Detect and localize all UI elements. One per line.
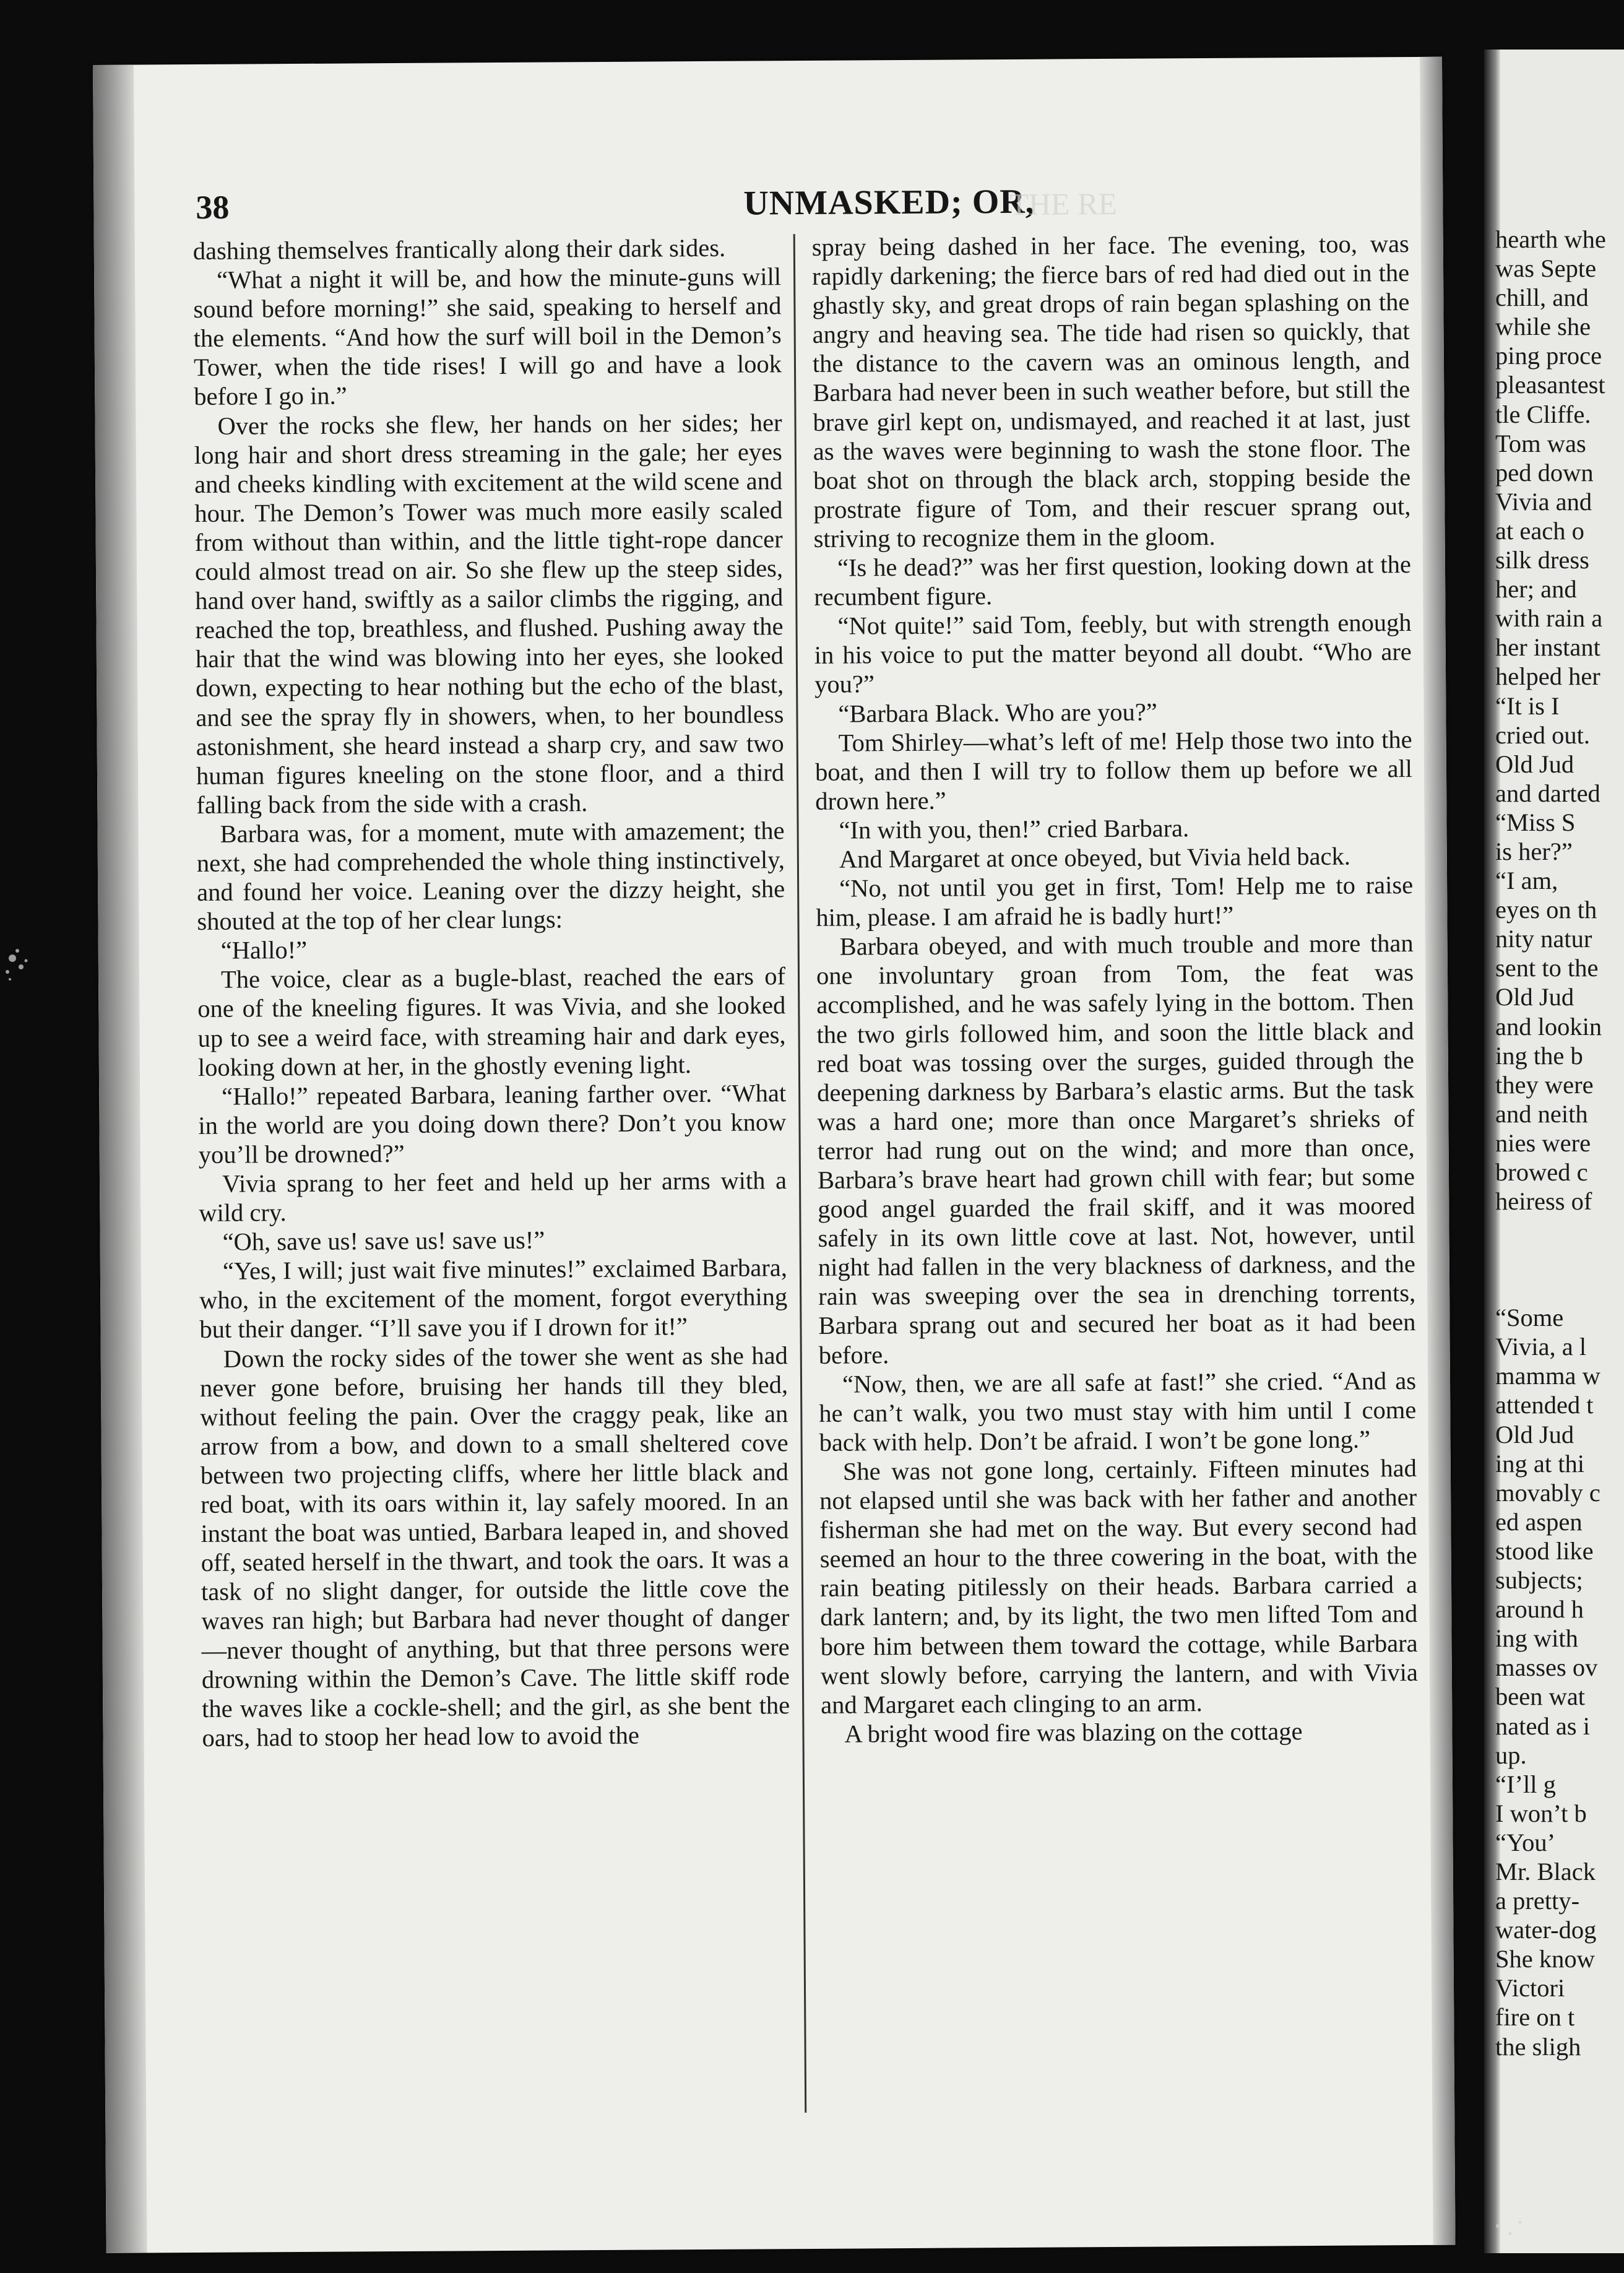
facing-page-line: fire on t: [1495, 2003, 1575, 2032]
facing-page-line: is her?”: [1495, 837, 1573, 865]
facing-page-line: sent to the: [1495, 954, 1599, 982]
paragraph: “Hallo!” repeated Barbara, leaning farther over. “What in the world are you doing down there? Don’t you know you’ll be drowned?”: [198, 1078, 787, 1169]
facing-page-line: browed c: [1495, 1158, 1588, 1186]
facing-page-line: Vivia and: [1495, 487, 1592, 516]
facing-page-line: masses ov: [1495, 1653, 1598, 1682]
facing-page-line: was Septe: [1495, 254, 1597, 283]
paragraph: “Now, then, we are all safe at fast!” she cried. “And as he can’t walk, you two must stay with him until I come back with help. Don’t be afraid. I won’t be gone long.”: [819, 1366, 1417, 1457]
paragraph: Vivia sprang to her feet and held up her arms with a wild cry.: [199, 1166, 787, 1227]
paragraph: Over the rocks she flew, her hands on her sides; her long hair and short dress streaming in the gale; her eyes and cheeks kindling with excitement at the wild scene and hour. The Demon’s Tower was much more easily scaled from without than within, and the little tight-rope dancer could almost tread on air. So she flew up the steep sides, hand over hand, swiftly as a sailor climbs the rigging, and reached the top, breathless, and flushed. Pushing away the hair that the wind was blowing into her eyes, she looked down, expecting to hear nothing but the echo of the blast, and see the spray fly in showers, when, to her boundless astonishment, she heard instead a sharp cry, and saw two human figures kneeling on the stone floor, and a third falling back from the side with a crash.: [194, 408, 785, 819]
facing-page-line: and darted: [1495, 779, 1600, 807]
facing-page-line: silk dress: [1495, 546, 1589, 574]
facing-page-line: attended t: [1495, 1391, 1594, 1419]
facing-page-line: nated as i: [1495, 1712, 1590, 1740]
facing-page-line: stood like: [1495, 1536, 1594, 1565]
facing-page-line: with rain a: [1495, 604, 1603, 633]
facing-page-line: while she: [1495, 313, 1591, 341]
paragraph: Barbara was, for a moment, mute with amazement; the next, she had comprehended the whole thing instinctively, and found her voice. Leaning over the dizzy height, she shouted at the top of her clear lungs:: [196, 816, 785, 936]
facing-page-line: subjects;: [1495, 1566, 1583, 1595]
facing-page-line: Victori: [1495, 1974, 1565, 2002]
facing-page-line: She know: [1495, 1945, 1595, 1973]
facing-page-line: Vivia, a l: [1495, 1333, 1587, 1361]
facing-page-line: Old Jud: [1495, 750, 1574, 778]
paragraph: And Margaret at once obeyed, but Vivia held back.: [839, 842, 1351, 873]
facing-page-line: the sligh: [1495, 2032, 1581, 2061]
paragraph: “What a night it will be, and how the minute-guns will sound before morning!” she said, speaking to herself and the elements. “And how the surf will boil in the Demon’s Tower, when the tide rises! I will go and have a look before I go in.”: [193, 262, 782, 411]
facing-page-line: movably c: [1495, 1478, 1600, 1507]
facing-page-line: nies were: [1495, 1128, 1591, 1157]
facing-page-line: up.: [1495, 1741, 1527, 1769]
paragraph: “Barbara Black. Who are you?”: [838, 698, 1157, 728]
paragraph: “In with you, then!” cried Barbara.: [839, 814, 1190, 844]
paragraph: “Not quite!” said Tom, feebly, but with strength enough in his voice to put the matter beyond all doubt. “Who are you?”: [814, 608, 1412, 699]
paragraph: “No, not until you get in first, Tom! Help me to raise him, please. I am afraid he is badly hurt!”: [816, 871, 1414, 932]
facing-page-line: “I am,: [1495, 867, 1558, 895]
paragraph: “Yes, I will; just wait five minutes!” exclaimed Barbara, who, in the excitement of the moment, forgot everything but their danger. “I’ll save you if I drown for it!”: [199, 1253, 788, 1344]
facing-page-line: cried out.: [1495, 721, 1590, 749]
paragraph: “Hallo!”: [220, 936, 308, 965]
paragraph: She was not gone long, certainly. Fifteen minutes had not elapsed until she was back with her father and another fisherman she had met on the way. But every second had seemed an hour to the three cowering in the boat, with the rain beating pitilessly on their heads. Barbara carried a dark lantern; and, by its light, the two men lifted Tom and bore him between them toward the cottage, while Barbara went slowly before, carrying the lantern, and with Vivia and Margaret each clinging to an arm.: [819, 1453, 1419, 1719]
paragraph: The voice, clear as a bugle-blast, reached the ears of one of the kneeling figures. It was Vivia, and she looked up to see a weird face, with streaming hair and dark eyes, looking down at her, in the ghostly evening light.: [197, 962, 786, 1081]
facing-page-line: Old Jud: [1495, 1420, 1574, 1448]
facing-page-line: her instant: [1495, 633, 1600, 662]
facing-page-line: ping proce: [1495, 342, 1602, 370]
facing-page-line: mamma w: [1495, 1362, 1600, 1390]
paragraph: Down the rocky sides of the tower she went as she had never gone before, bruising her hands till they bled, without feeling the pain. Over the craggy peak, like an arrow from a bow, and down to a small sheltered cove between two projecting cliffs, where her little black and red boat, with its oars within it, lay safely moored. In an instant the boat was untied, Barbara leaped in, and shoved off, seated herself in the thwart, and took the oars. It was a task of no slight danger, for outside the little cove the waves ran high; but Barbara had never thought of danger—never thought of anything, but that three persons were drowning within the Demon’s Cave. The little skiff rode the waves like a cockle-shell; and the girl, as she bent the oars, had to stoop her head low to avoid the: [199, 1341, 790, 1752]
facing-page-line: a pretty-: [1495, 1887, 1580, 1915]
facing-page-line: her; and: [1495, 575, 1577, 604]
facing-page-line: they were: [1495, 1070, 1594, 1099]
page-number: 38: [196, 188, 230, 226]
facing-page-line: at each o: [1495, 516, 1584, 545]
bleed-through-text: THE RE: [1009, 186, 1118, 222]
facing-page-line: and lookin: [1495, 1012, 1602, 1041]
facing-page-line: ed aspen: [1495, 1507, 1583, 1536]
facing-page-line: I won’t b: [1495, 1799, 1587, 1827]
paragraph: spray being dashed in her face. The evening, too, was rapidly darkening; the fierce bars of red had died out in the ghastly sky, and great drops of rain began splashing on the angry and heaving sea. The tide had risen so quickly, that the distance to the cavern was an ominous length, and Barbara had never been in such weather before, but still the brave girl kept on, undismayed, and reached it at last, just as the waves were beginning to wash the stone floor. The boat shot on through the black arch, stopping beside the prostrate figure of Tom, and their rescuer sprang out, striving to recognize them in the gloom.: [811, 230, 1411, 553]
paragraph: A bright wood fire was blazing on the cottage: [844, 1717, 1303, 1748]
facing-page-line: helped her: [1495, 662, 1600, 691]
facing-page-line: “Some: [1495, 1304, 1564, 1332]
facing-page-line: Tom was: [1495, 429, 1586, 457]
facing-page-line: ped down: [1495, 458, 1594, 487]
facing-page-line: eyes on th: [1495, 896, 1597, 924]
facing-page-line: around h: [1495, 1595, 1584, 1624]
facing-page-line: water-dog: [1495, 1916, 1597, 1944]
paragraph: Tom Shirley—what’s left of me! Help those two into the boat, and then I will try to follow them up before we all drown here.”: [814, 725, 1413, 815]
facing-page-line: “It is I: [1495, 691, 1560, 720]
paragraph: Barbara obeyed, and with much trouble and more than one involuntary groan from Tom, the feat was accomplished, and he was safely lying in the bottom. Then the two girls followed him, and soon the little black and red boat was tossing over the surges, guided through the deepening darkness by Barbara’s elastic arms. But the task was a hard one; more than once Margaret’s shrieks of terror had rung out on the wind; and more than once, Barbara’s brave heart had grown chill with fear; but some good angel guarded the frail skiff, and it was moored safely in its own little cove at last. Not, however, until night had fallen in the very blackness of darkness, and the rain was sweeping over the sea in drenching torrents, Barbara sprang out and secured her boat as it had been before.: [816, 929, 1416, 1369]
facing-page-line: pleasantest: [1495, 371, 1605, 399]
facing-page-line: chill, and: [1495, 284, 1589, 312]
facing-page-line: “I’ll g: [1495, 1770, 1556, 1798]
facing-page-line: Old Jud: [1495, 983, 1574, 1011]
facing-page-line: Mr. Black: [1495, 1857, 1596, 1886]
paragraph: “Oh, save us! save us! save us!”: [222, 1226, 545, 1256]
facing-page-line: “You’: [1495, 1828, 1556, 1856]
paragraph: “Is he dead?” was her first question, looking down at the recumbent figure.: [814, 550, 1412, 612]
facing-page-line: ing with: [1495, 1624, 1578, 1653]
facing-page-line: ing at thi: [1495, 1449, 1584, 1478]
facing-page-line: been wat: [1495, 1682, 1586, 1711]
facing-page-line: hearth whe: [1495, 225, 1606, 253]
facing-page-line: ing the b: [1495, 1041, 1583, 1070]
running-title: UNMASKED; OR,: [743, 182, 1035, 223]
facing-page-line: heiress of: [1495, 1187, 1592, 1216]
facing-page-line: nity natur: [1495, 925, 1592, 953]
facing-page-line: and neith: [1495, 1099, 1588, 1128]
facing-page-line: tle Cliffe.: [1495, 400, 1591, 428]
paragraph: dashing themselves frantically along their dark sides.: [192, 233, 726, 266]
facing-page-line: “Miss S: [1495, 808, 1576, 836]
